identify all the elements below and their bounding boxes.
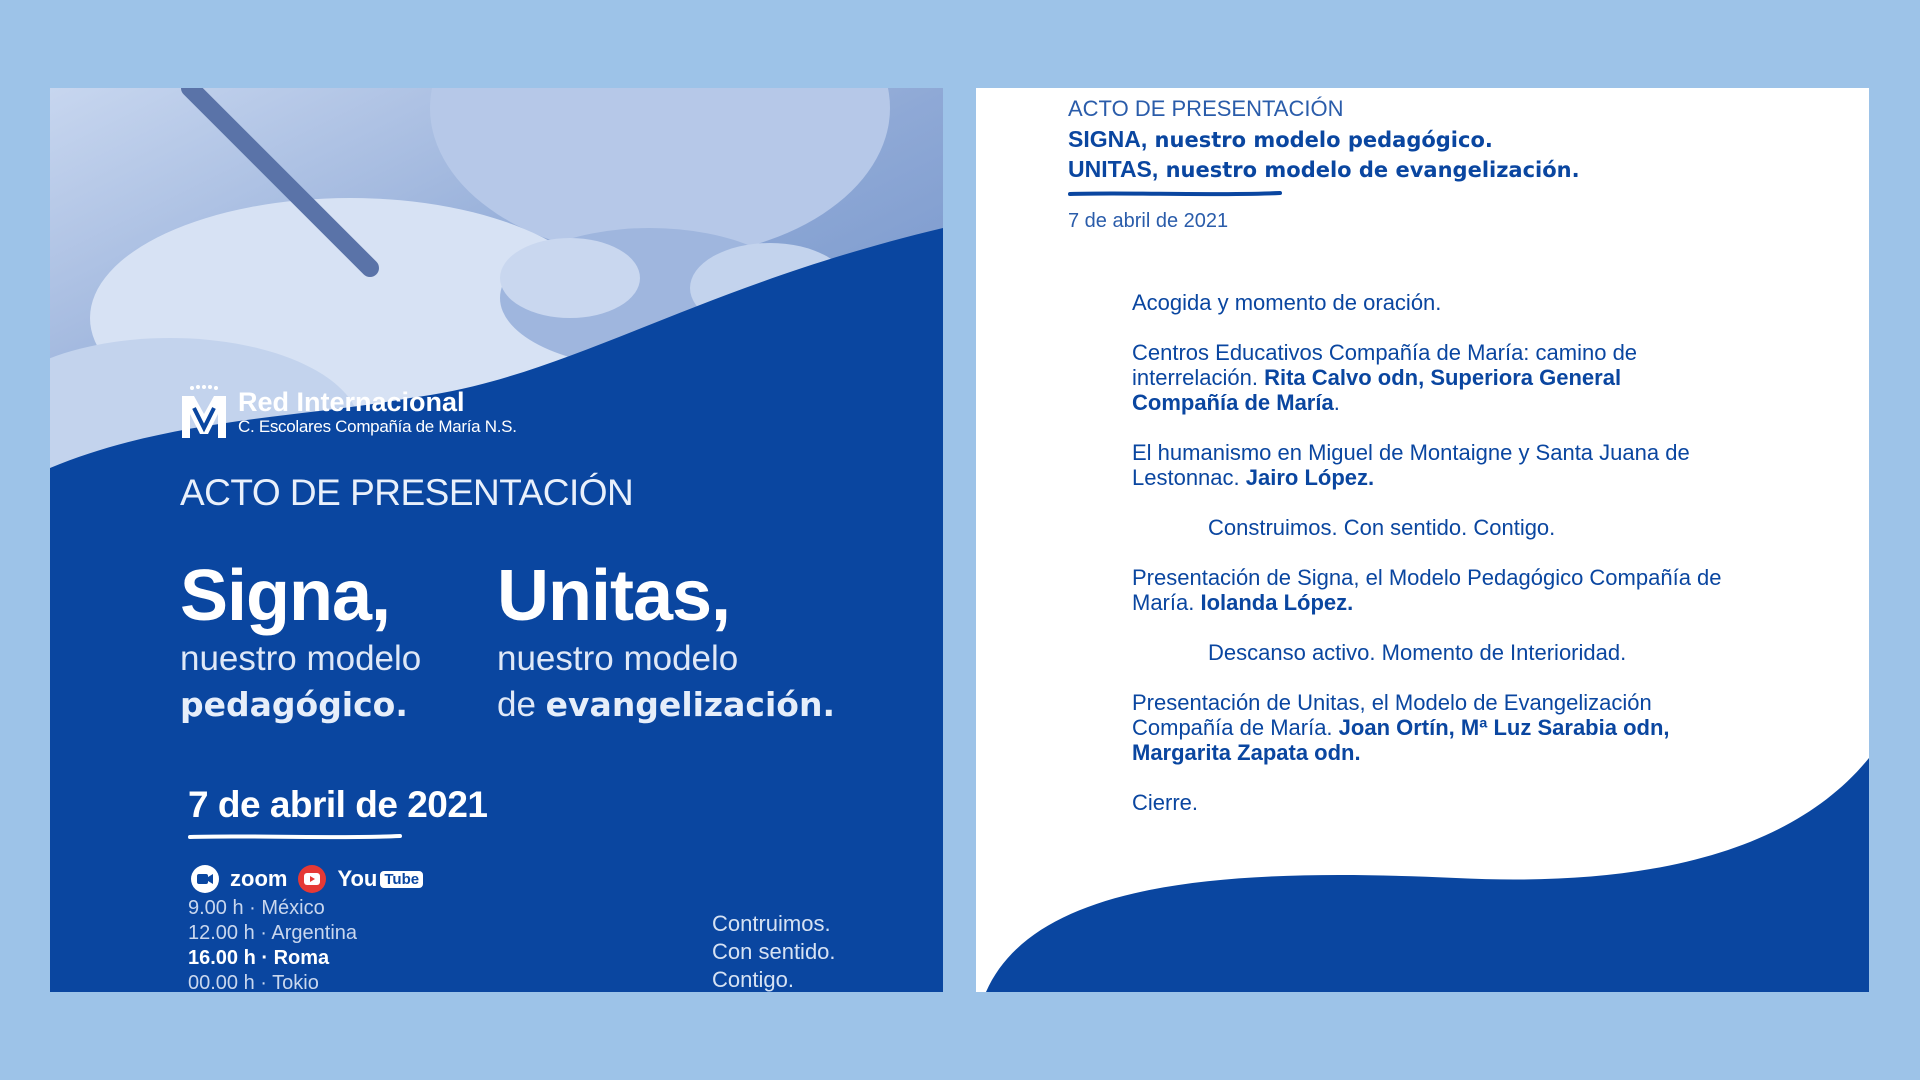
program-title-signa: SIGNA, nuestro modelo pedagógico. — [1068, 126, 1493, 152]
youtube-you: You — [337, 866, 378, 891]
agenda-item: Construimos. Con sentido. Contigo. — [1208, 515, 1556, 540]
compania-maria-logo-icon — [180, 384, 228, 440]
unitas-line1: nuestro modelo — [497, 639, 739, 678]
youtube-wordmark — [337, 866, 423, 892]
motto-line: Contigo. — [712, 967, 794, 992]
youtube-play-icon — [297, 864, 327, 894]
zoom-camera-icon — [190, 864, 220, 894]
time-row: 12.00 h · Argentina — [188, 922, 358, 944]
youtube-tube: Tube — [380, 871, 423, 888]
times-list — [188, 896, 357, 992]
agenda-item: Centros Educativos Compañía de María: camino de interrelación. Rita Calvo odn, Superiora General Compañía de María. — [1132, 340, 1638, 415]
agenda — [1132, 290, 1732, 840]
time-row: 00.00 h · Tokio — [188, 972, 319, 992]
program-title-unitas: UNITAS, nuestro modelo de evangelización. — [1068, 156, 1580, 182]
signa-line1: nuestro modelo — [180, 639, 422, 678]
platforms-row — [190, 864, 423, 894]
event-heading: ACTO DE PRESENTACIÓN — [180, 472, 634, 513]
date-underline — [188, 833, 403, 841]
program-heading: ACTO DE PRESENTACIÓN — [1068, 96, 1344, 121]
time-row: 9.00 h · México — [188, 897, 325, 919]
title-underline — [1068, 190, 1283, 198]
agenda-item: Presentación de Signa, el Modelo Pedagógico Compañía de María. Iolanda López. — [1132, 565, 1722, 615]
motto-line: Con sentido. — [712, 939, 836, 964]
signa-column — [180, 556, 421, 728]
unitas-title: Unitas, — [497, 556, 731, 636]
right-program — [976, 88, 1869, 992]
motto — [712, 910, 836, 992]
unitas-column — [497, 556, 835, 728]
motto-line: Contruimos. — [712, 911, 831, 936]
signa-title: Signa, — [180, 556, 391, 636]
agenda-item: El humanismo en Miguel de Montaigne y Santa Juana de Lestonnac. Jairo López. — [1132, 440, 1690, 490]
agenda-item: Presentación de Unitas, el Modelo de Evangelización Compañía de María. Joan Ortín, Mª Luz Sarabia odn, Margarita Zapata odn. — [1132, 690, 1670, 765]
time-row: 16.00 h · Roma — [188, 947, 330, 969]
unitas-line2-hand: evangelización. — [545, 685, 835, 724]
brand-block — [180, 384, 517, 440]
unitas-line2-prefix: de — [497, 685, 546, 724]
brand-name: Red Internacional — [238, 387, 465, 417]
children-photo — [50, 88, 943, 528]
left-poster — [50, 88, 943, 992]
brand-subtitle: C. Escolares Compañía de María N.S. — [238, 417, 517, 436]
agenda-item: Cierre. — [1132, 790, 1199, 815]
agenda-item: Descanso activo. Momento de Interioridad. — [1208, 640, 1627, 665]
event-date: 7 de abril de 2021 — [188, 784, 488, 825]
zoom-label: zoom — [230, 866, 288, 891]
signa-line2: pedagógico. — [180, 685, 408, 724]
program-date: 7 de abril de 2021 — [1068, 210, 1229, 232]
agenda-item: Acogida y momento de oración. — [1132, 290, 1442, 315]
